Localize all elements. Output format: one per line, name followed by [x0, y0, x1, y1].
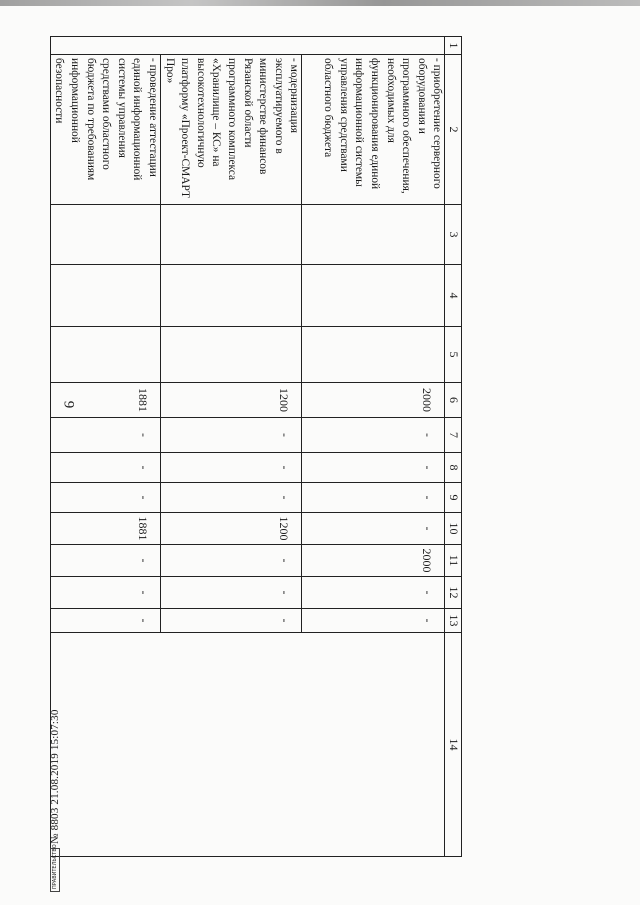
col-header-2: 2 [445, 55, 462, 205]
cell-c5 [50, 327, 160, 383]
cell-c8: - [50, 453, 160, 483]
cell-c6: 2000 [302, 383, 445, 418]
col-header-12: 12 [445, 577, 462, 609]
cell-c7: - [50, 418, 160, 453]
cell-c5 [161, 327, 302, 383]
cell-c12: - [302, 577, 445, 609]
col-header-6: 6 [445, 383, 462, 418]
row-description: - проведение аттестации единой информационной системы управления средствами областного бюджета по требованиям информационной безопасности [50, 55, 160, 205]
col-header-10: 10 [445, 513, 462, 545]
col-header-7: 7 [445, 418, 462, 453]
registration-stamp [40, 600, 70, 892]
merged-cell-col14 [50, 633, 445, 857]
stamp-registration-text: № 8803 21.08.2019 15:07:30 [49, 709, 61, 844]
col-header-1: 1 [445, 37, 462, 55]
cell-c5 [302, 327, 445, 383]
cell-c9: - [50, 483, 160, 513]
col-header-9: 9 [445, 483, 462, 513]
cell-c8: - [302, 453, 445, 483]
table-row [302, 37, 445, 857]
cell-c7: - [161, 418, 302, 453]
cell-c12: - [161, 577, 302, 609]
stamp-logo-box: ПРАВИТЕЛЬСТВО [50, 848, 60, 892]
cell-c9: - [302, 483, 445, 513]
scan-edge [0, 0, 640, 6]
cell-c10: - [302, 513, 445, 545]
row-description: - приобретение серверного оборудования и программного обеспечения, необходимых для функционирования единой информационной системы управления средствами областного бюджета [302, 55, 445, 205]
cell-c10: 1881 [50, 513, 160, 545]
col-header-8: 8 [445, 453, 462, 483]
row-description: - модернизация эксплуатируемого в министерстве финансов Рязанской области программного комплекса «Хранилище – КС» на высокотехнологичную платформу «Проект-СМАРТ Про» [161, 55, 302, 205]
cell-c4 [50, 265, 160, 327]
stamp-content [40, 600, 70, 892]
cell-c4 [302, 265, 445, 327]
cell-c7: - [302, 418, 445, 453]
cell-c11: 2000 [302, 545, 445, 577]
cell-c3 [302, 205, 445, 265]
col-header-4: 4 [445, 265, 462, 327]
cell-c13: - [161, 609, 302, 633]
cell-c12: - [50, 577, 160, 609]
cell-c10: 1200 [161, 513, 302, 545]
stamp-rotated [40, 600, 70, 892]
cell-c6: 1200 [161, 383, 302, 418]
col-header-3: 3 [445, 205, 462, 265]
cell-c3 [50, 205, 160, 265]
cell-c6: 1881 [50, 383, 160, 418]
cell-c8: - [161, 453, 302, 483]
col-header-5: 5 [445, 327, 462, 383]
budget-table [50, 36, 462, 857]
page-number: 9 [60, 400, 77, 409]
cell-c13: - [302, 609, 445, 633]
col-header-13: 13 [445, 609, 462, 633]
cell-c9: - [161, 483, 302, 513]
col-header-11: 11 [445, 545, 462, 577]
cell-c13: - [50, 609, 160, 633]
cell-c11: - [161, 545, 302, 577]
header-row [445, 37, 462, 857]
cell-c3 [161, 205, 302, 265]
col-header-14: 14 [445, 633, 462, 857]
cell-c4 [161, 265, 302, 327]
merged-cell-col1 [50, 37, 445, 55]
cell-c11: - [50, 545, 160, 577]
